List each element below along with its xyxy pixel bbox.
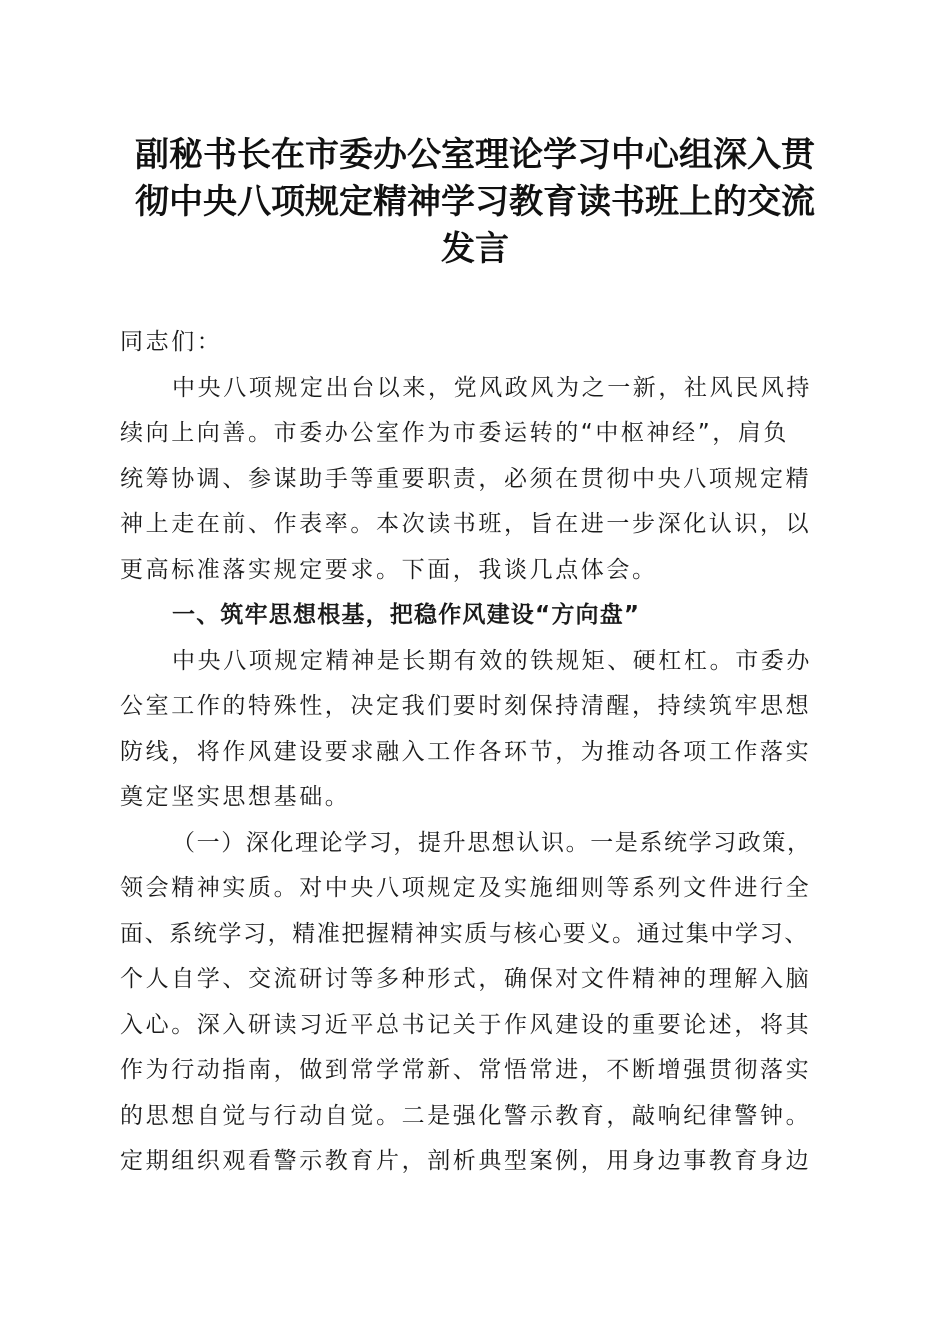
paragraph-line: 神上走在前、作表率。本次读书班，旨在进一步深化认识，以 — [120, 511, 812, 537]
paragraph-line: 中央八项规定精神是长期有效的铁规矩、硬杠杠。市委办 — [172, 647, 812, 674]
paragraph-line: 入心。深入研读习近平总书记关于作风建设的重要论述，将其 — [120, 1011, 812, 1038]
title-line: 彻中央八项规定精神学习教育读书班上的交流 — [135, 182, 815, 222]
document-body — [120, 320, 830, 1185]
paragraph-line: 作为行动指南，做到常学常新、常悟常进，不断增强贯彻落实 — [120, 1057, 812, 1083]
document-title — [100, 132, 850, 273]
paragraph-intro — [120, 366, 830, 594]
title-line: 发言 — [441, 229, 509, 269]
paragraph-line: 个人自学、交流研讨等多种形式，确保对文件精神的理解入脑 — [120, 966, 812, 992]
paragraph-line: 续向上向善。市委办公室作为市委运转的“中枢神经”，肩负 — [120, 420, 790, 446]
section-heading: 一、筑牢思想根基，把稳作风建设“方向盘” — [172, 602, 641, 628]
paragraph-subsection-one — [120, 821, 830, 1185]
paragraph-line: 奠定坚实思想基础。 — [120, 784, 351, 810]
paragraph-line: 定期组织观看警示教育片，剖析典型案例，用身边事教育身边 — [120, 1148, 812, 1174]
salutation: 同志们： — [120, 329, 223, 355]
paragraph-line: 面、系统学习，精准把握精神实质与核心要义。通过集中学习、 — [120, 920, 809, 947]
paragraph-line: 公室工作的特殊性，决定我们要时刻保持清醒，持续筑牢思想 — [120, 693, 812, 719]
paragraph-line: 统筹协调、参谋助手等重要职责，必须在贯彻中央八项规定精 — [120, 465, 812, 492]
paragraph-line: 更高标准落实规定要求。下面，我谈几点体会。 — [120, 556, 658, 583]
title-line: 副秘书长在市委办公室理论学习中心组深入贯 — [135, 135, 815, 175]
paragraph-section-intro — [120, 639, 830, 821]
paragraph-line: 的思想自觉与行动自觉。二是强化警示教育，敲响纪律警钟。 — [120, 1102, 812, 1129]
paragraph-line: （一）深化理论学习，提升思想认识。一是系统学习政策， — [172, 829, 812, 856]
paragraph-line: 防线，将作风建设要求融入工作各环节，为推动各项工作落实 — [120, 738, 812, 765]
paragraph-line: 领会精神实质。对中央八项规定及实施细则等系列文件进行全 — [120, 875, 812, 901]
paragraph-line: 中央八项规定出台以来，党风政风为之一新，社风民风持 — [172, 374, 812, 401]
